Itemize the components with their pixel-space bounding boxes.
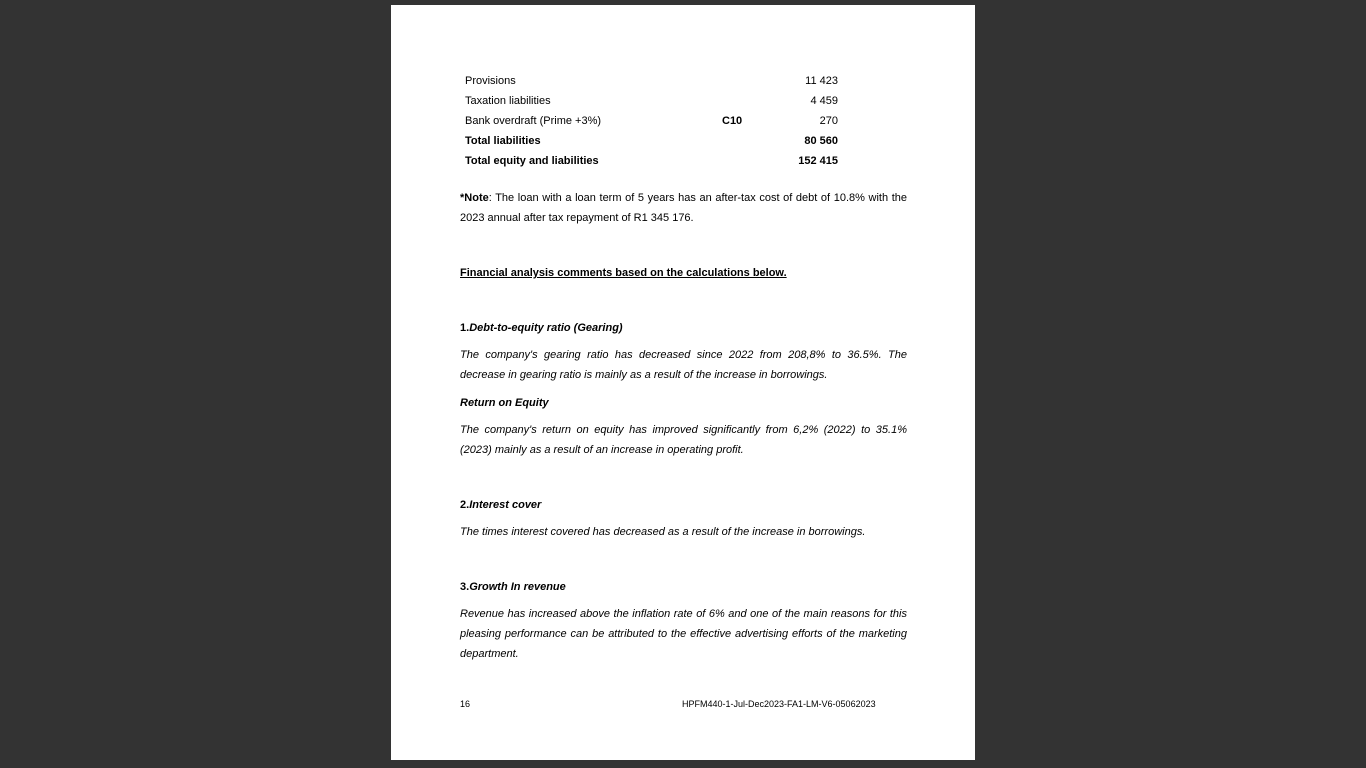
- row-label: Bank overdraft (Prime +3%): [465, 115, 602, 127]
- section-text-gearing: The company's gearing ratio has decreased since 2022 from 208,8% to 36.5%. The decrease in gearing ratio is mainly as a result of the increase in borrowings.: [460, 349, 907, 381]
- section-text-revenue-growth: Revenue has increased above the inflation rate of 6% and one of the main reasons for this pleasing performance can be attributed to the effective advertising efforts of the marketing department.: [460, 608, 907, 660]
- section-text-interest-cover: The times interest covered has decreased as a result of the increase in borrowings.: [460, 526, 866, 538]
- note-label: *Note: [460, 192, 489, 204]
- row-label: Taxation liabilities: [465, 95, 551, 107]
- row-value: 152 415: [798, 155, 838, 167]
- table-row-total: [465, 131, 845, 151]
- section-number: 2.: [460, 499, 470, 511]
- section-heading-interest-cover: [460, 495, 541, 515]
- section-heading-text: Growth In revenue: [469, 581, 566, 593]
- section-heading-text: Interest cover: [469, 499, 542, 511]
- loan-note-paragraph: [460, 188, 907, 228]
- row-value: 4 459: [810, 95, 838, 107]
- section-heading-gearing: [460, 318, 623, 338]
- row-value: 80 560: [804, 135, 838, 147]
- table-row-grand-total: [465, 151, 845, 171]
- analysis-title: Financial analysis comments based on the calculations below.: [460, 267, 787, 279]
- table-row: [465, 71, 845, 91]
- document-code: HPFM440-1-Jul-Dec2023-FA1-LM-V6-05062023: [682, 699, 876, 709]
- document-page: [391, 5, 975, 760]
- section-number: 1.: [460, 322, 470, 334]
- section-heading-roe: Return on Equity: [460, 397, 549, 409]
- section-heading-text: Debt-to-equity ratio (Gearing): [469, 322, 623, 334]
- row-value: 270: [819, 115, 838, 127]
- note-text: : The loan with a loan term of 5 years has an after-tax cost of debt of 10.8% with the 2023 annual after tax repayment of R1 345 176.: [460, 192, 907, 224]
- balance-sheet-table: [465, 71, 845, 171]
- table-row: [465, 111, 845, 131]
- section-number: 3.: [460, 581, 470, 593]
- row-value: 11 423: [805, 75, 838, 87]
- row-label: Total liabilities: [465, 135, 541, 147]
- row-label: Provisions: [465, 75, 516, 87]
- section-text-roe: The company's return on equity has improved significantly from 6,2% (2022) to 35.1% (2023) mainly as a result of an increase in operating profit.: [460, 424, 907, 456]
- section-heading-revenue-growth: [460, 577, 566, 597]
- row-label: Total equity and liabilities: [465, 155, 599, 167]
- page-number: 16: [460, 699, 471, 709]
- row-note: C10: [722, 115, 743, 127]
- table-row: [465, 91, 845, 111]
